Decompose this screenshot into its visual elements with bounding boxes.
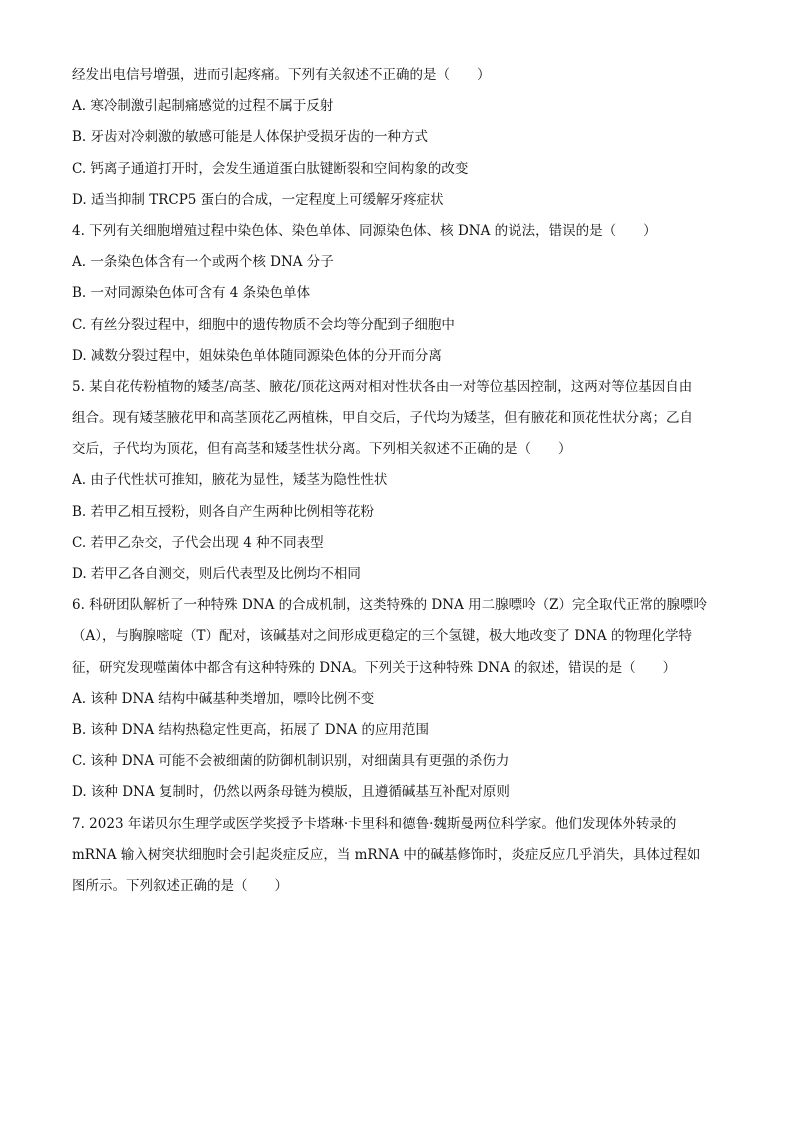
question-7-stem: 图所示。下列叙述正确的是（ ） [72, 877, 288, 894]
option-a: A. 寒冷制激引起制痛感觉的过程不属于反射 [72, 98, 334, 115]
question-6-stem: 6. 科研团队解析了一种特殊 DNA 的合成机制，这类特殊的 DNA 用二腺嘌呤（Z）完全取代正常的腺嘌呤 [72, 597, 707, 614]
question-7-stem: 7. 2023 年诺贝尔生理学或医学奖授予卡塔琳·卡里科和德鲁·魏斯曼两位科学家。他们发现体外转录的 [72, 815, 677, 832]
question-text [72, 64, 732, 906]
option-a: A. 一条染色体含有一个或两个核 DNA 分子 [72, 254, 334, 271]
option-c: C. 该种 DNA 可能不会被细菌的防御机制识别，对细菌具有更强的杀伤力 [72, 753, 510, 770]
option-c: C. 有丝分裂过程中，细胞中的遗传物质不会均等分配到子细胞中 [72, 316, 455, 333]
option-b: B. 该种 DNA 结构热稳定性更高，拓展了 DNA 的应用范围 [72, 721, 429, 738]
option-d: D. 该种 DNA 复制时，仍然以两条母链为模版，且遵循碱基互补配对原则 [72, 784, 510, 801]
option-d: D. 适当抑制 TRCP5 蛋白的合成，一定程度上可缓解牙疼症状 [72, 191, 444, 208]
option-a: A. 该种 DNA 结构中碱基种类增加，嘌呤比例不变 [72, 690, 375, 707]
option-b: B. 一对同源染色体可含有 4 条染色单体 [72, 285, 311, 302]
option-a: A. 由子代性状可推知，腋花为显性，矮茎为隐性性状 [72, 472, 388, 489]
question-7-stem: mRNA 输入树突状细胞时会引起炎症反应，当 mRNA 中的碱基修饰时，炎症反应几乎消失，具体过程如 [72, 846, 701, 863]
option-c: C. 钙离子通道打开时，会发生通道蛋白肽键断裂和空间构象的改变 [72, 160, 469, 177]
question-6-stem: 征，研究发现噬菌体中都含有这种特殊的 DNA。下列关于这种特殊 DNA 的叙述，错误的是（ ） [72, 659, 677, 676]
option-b: B. 牙齿对冷刺激的敏感可能是人体保护受损牙齿的一种方式 [72, 129, 429, 146]
option-b: B. 若甲乙相互授粉，则各自产生两种比例相等花粉 [72, 503, 375, 520]
option-c: C. 若甲乙杂交，子代会出现 4 种不同表型 [72, 534, 324, 551]
option-d: D. 减数分裂过程中，姐妹染色单体随同源染色体的分开而分离 [72, 347, 442, 364]
question-4-stem: 4. 下列有关细胞增殖过程中染色体、染色单体、同源染色体、核 DNA 的说法，错误的是（ ） [72, 222, 657, 239]
question-5-stem: 5. 某自花传粉植物的矮茎/高茎、腋花/顶花这两对相对性状各由一对等位基因控制，这两对等位基因自由 [72, 378, 693, 395]
question-5-stem: 组合。现有矮茎腋花甲和高茎顶花乙两植株，甲自交后，子代均为矮茎，但有腋花和顶花性状分离；乙自 [72, 410, 693, 427]
question-6-stem: （A），与胸腺嘧啶（T）配对，该碱基对之间形成更稳定的三个氢键，极大地改变了 DNA 的物理化学特 [72, 628, 692, 645]
option-d: D. 若甲乙各自测交，则后代表型及比例均不相同 [72, 566, 361, 582]
question-5-stem: 交后，子代均为顶花，但有高茎和矮茎性状分离。下列相关叙述不正确的是（ ） [72, 441, 572, 458]
text-line: 经发出电信号增强，进而引起疼痛。下列有关叙述不正确的是（ ） [72, 67, 491, 83]
